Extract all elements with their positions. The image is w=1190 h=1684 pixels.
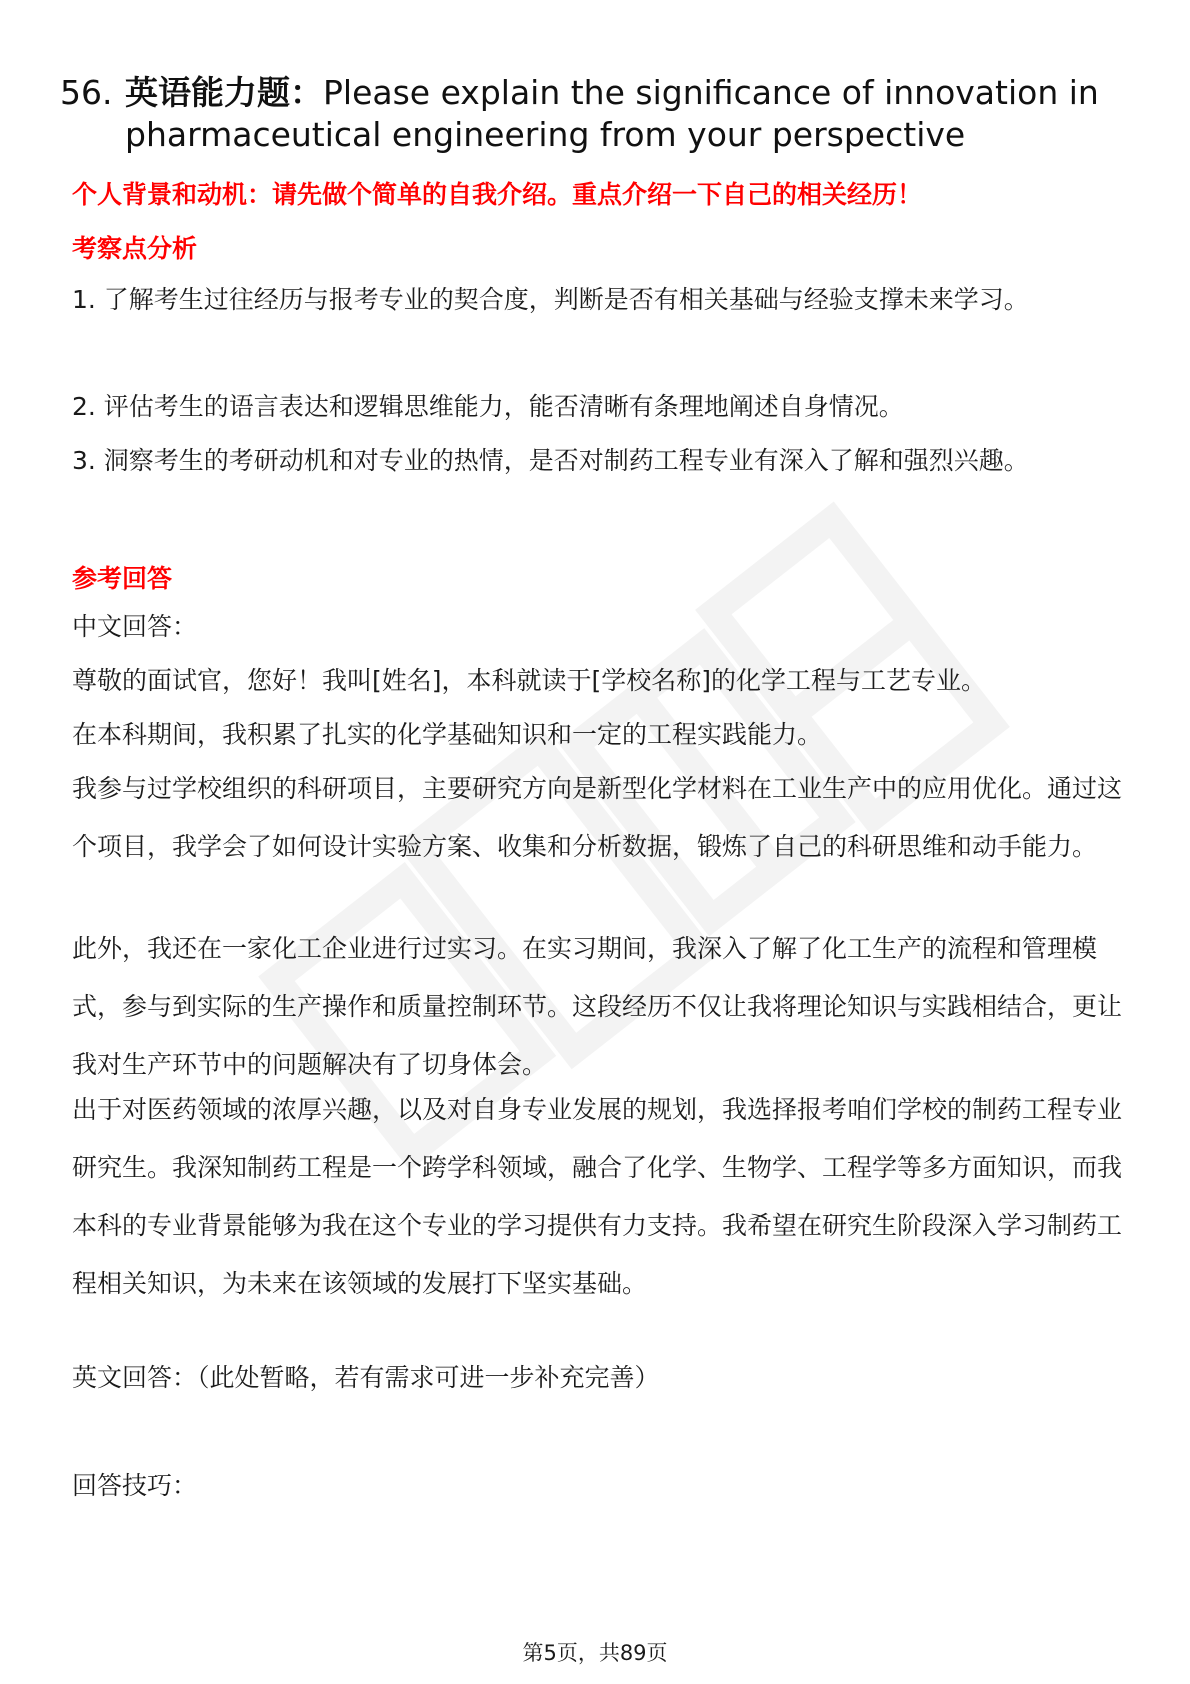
answer-paragraph: 我参与过学校组织的科研项目，主要研究方向是新型化学材料在工业生产中的应用优化。通过这个项目，我学会了如何设计实验方案、收集和分析数据，锻炼了自己的科研思维和动手能力。 [72, 774, 1123, 861]
page-footer: 第5页，共89页 [522, 1641, 668, 1665]
answer-paragraph: 尊敬的面试官，您好！我叫[姓名]，本科就读于[学校名称]的化学工程与工艺专业。 [72, 666, 987, 695]
background-heading: 个人背景和动机：请先做个简单的自我介绍。重点介绍一下自己的相关经历！ [72, 180, 923, 209]
question-title [60, 72, 1120, 156]
analysis-point: 1. 了解考生过往经历与报考专业的契合度，判断是否有相关基础与经验支撑未来学习。 [72, 285, 1029, 314]
answer-paragraph: 英文回答：（此处暂略，若有需求可进一步补充完善） [72, 1363, 660, 1392]
answer-heading: 参考回答 [72, 564, 173, 593]
answer-paragraph: 在本科期间，我积累了扎实的化学基础知识和一定的工程实践能力。 [72, 720, 823, 749]
question-body: Please explain the significance of innovation in pharmaceutical engineering from your perspective [125, 73, 1099, 154]
question-label: 英语能力题： [125, 73, 323, 112]
question-number: 56. [60, 73, 113, 112]
answer-paragraph: 出于对医药领域的浓厚兴趣，以及对自身专业发展的规划，我选择报考咱们学校的制药工程专业研究生。我深知制药工程是一个跨学科领域，融合了化学、生物学、工程学等多方面知识，而我本科的专业背景能够为我在这个专业的学习提供有力支持。我希望在研究生阶段深入学习制药工程相关知识，为未来在该领域的发展打下坚实基础。 [72, 1095, 1123, 1298]
tips-heading: 回答技巧： [72, 1471, 198, 1500]
question-text [125, 72, 1120, 156]
answer-paragraph: 此外，我还在一家化工企业进行过实习。在实习期间，我深入了解了化工生产的流程和管理模式，参与到实际的生产操作和质量控制环节。这段经历不仅让我将理论知识与实践相结合，更让我对生产环节中的问题解决有了切身体会。 [72, 934, 1123, 1079]
analysis-point: 3. 洞察考生的考研动机和对专业的热情，是否对制药工程专业有深入了解和强烈兴趣。 [72, 446, 1029, 475]
analysis-point: 2. 评估考生的语言表达和逻辑思维能力，能否清晰有条理地阐述自身情况。 [72, 392, 904, 421]
analysis-heading: 考察点分析 [72, 234, 198, 263]
answer-paragraph: 中文回答： [72, 612, 198, 641]
